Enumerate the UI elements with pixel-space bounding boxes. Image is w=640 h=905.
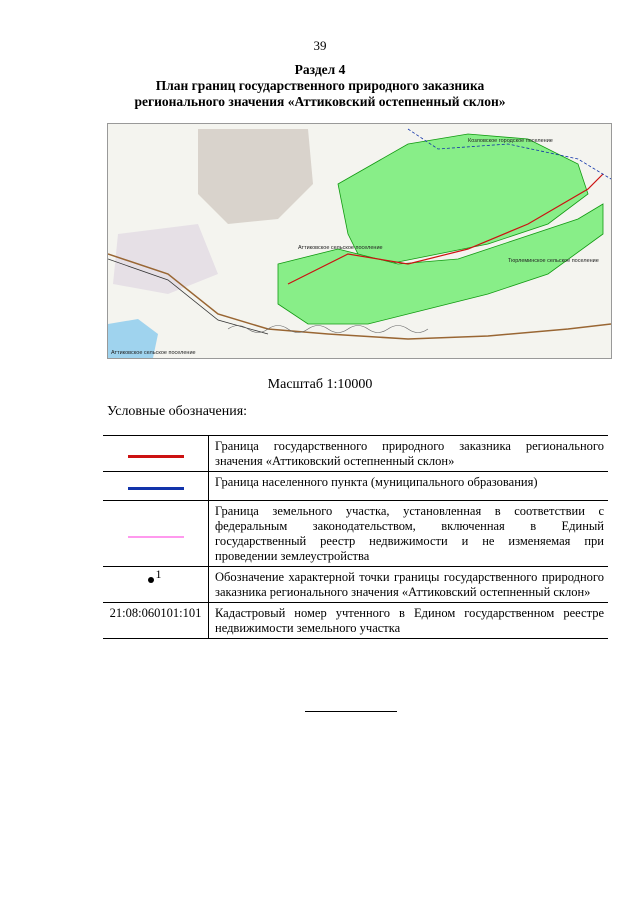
legend-row [103, 567, 608, 603]
pink-line-symbol [128, 536, 184, 538]
map-label-right: Тюрлеминское сельское поселение [508, 258, 599, 264]
boundary-map [107, 123, 612, 359]
point-dot-icon [148, 577, 154, 583]
legend-description: Кадастровый номер учтенного в Едином государственном реестре недвижимости земельного участка [209, 603, 609, 639]
map-label-top-right: Козловское городское поселение [468, 138, 553, 144]
blue-line-symbol [128, 487, 184, 490]
legend-description: Граница земельного участка, установленная в соответствии с федеральным законодательством, включенная в Единый государственный реестр недвижимости и не изменяемая при проведении землеустройства [209, 501, 609, 567]
map-scale: Масштаб 1:10000 [267, 377, 373, 392]
section-heading: Раздел 4 [294, 62, 346, 77]
legend-row [103, 436, 608, 472]
map-drawing [108, 124, 611, 358]
point-number: 1 [155, 567, 162, 581]
legend-title: Условные обозначения: [107, 404, 248, 419]
characteristic-point-symbol [146, 567, 166, 584]
section-title-line-1: План границ государственного природного заказника [155, 78, 485, 93]
legend-symbol-cell [103, 501, 209, 567]
map-label-center: Аттиковское сельское поселение [298, 245, 383, 251]
legend-description: Обозначение характерной точки границы государственного природного заказника регионального значения «Аттиковский остепненный склон» [209, 567, 609, 603]
legend-symbol-cell: 21:08:060101:101 [103, 603, 209, 639]
page-number: 39 [313, 38, 327, 53]
section-heading-block [0, 62, 640, 110]
legend-table [103, 435, 608, 639]
legend-symbol-cell [103, 472, 209, 501]
footer-separator [305, 711, 397, 712]
legend-description: Граница населенного пункта (муниципального образования) [209, 472, 609, 501]
map-label-bottom-left: Аттиковское сельское поселение [111, 350, 196, 356]
legend-description: Граница государственного природного заказника регионального значения «Аттиковский остепненный склон» [209, 436, 609, 472]
legend-symbol-cell [103, 567, 209, 603]
legend-symbol-cell [103, 436, 209, 472]
legend-row [103, 501, 608, 567]
legend-row [103, 603, 608, 639]
red-line-symbol [128, 455, 184, 458]
section-title-line-2: регионального значения «Аттиковский остепненный склон» [134, 94, 506, 109]
legend-row [103, 472, 608, 501]
